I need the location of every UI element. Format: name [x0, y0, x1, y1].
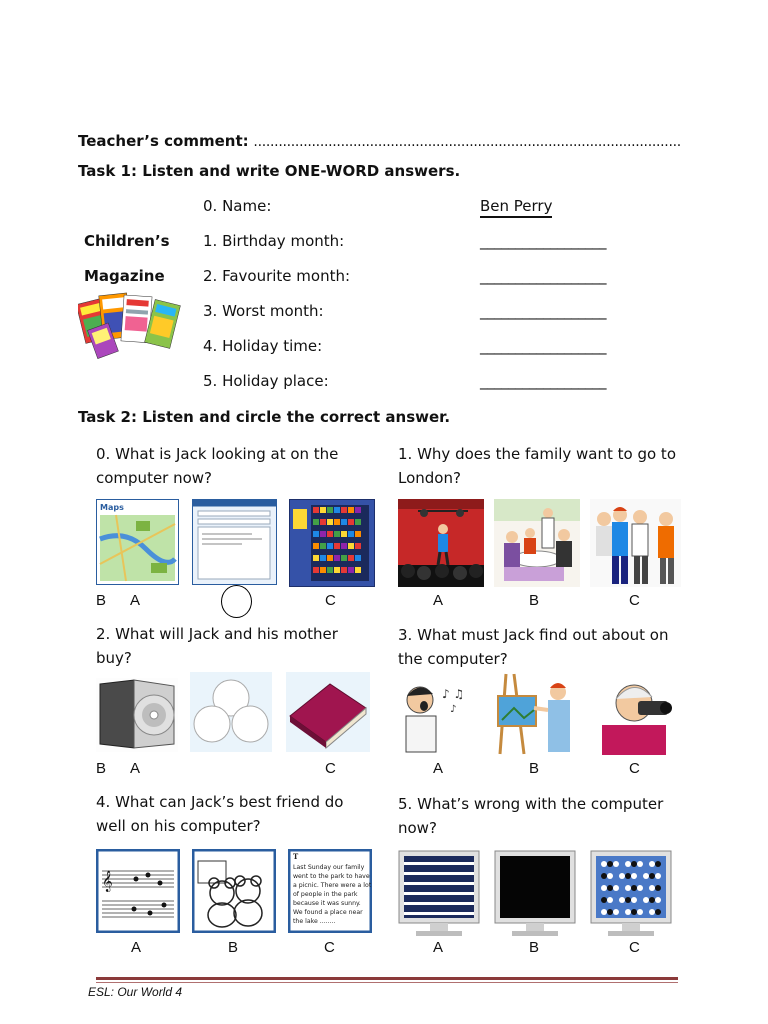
story-line-5: because it was sunny. — [293, 900, 361, 907]
question-1-line2: London? — [398, 469, 461, 487]
task1-label-3: 3. Worst month: — [203, 302, 324, 320]
story-line-3: a picnic. There were a lot — [293, 882, 372, 889]
footer-rule-thin — [96, 982, 678, 983]
question-3 — [398, 623, 668, 671]
q4-label-2: B — [228, 939, 239, 956]
magazines-picture — [78, 290, 182, 362]
q0-label-3: C — [325, 592, 336, 609]
q2-label-1: B — [96, 760, 107, 777]
q5-option-stripes-screen-picture[interactable] — [398, 850, 480, 938]
q4-option-music-picture[interactable] — [96, 849, 180, 933]
map-title: Maps — [100, 503, 124, 512]
task1-answer-2[interactable]: __________________ — [480, 267, 606, 285]
teacher-comment-label: Teacher’s comment: — [78, 132, 249, 150]
question-2-line1: 2. What will Jack and his mother — [96, 625, 338, 643]
q4-option-drawing-picture[interactable] — [192, 849, 276, 933]
q5-label-1: A — [433, 939, 444, 956]
footer-text: ESL: Our World 4 — [88, 985, 183, 999]
q1-option-restaurant-picture[interactable] — [494, 499, 580, 587]
story-line-4: of people in the park — [293, 891, 358, 898]
magazine-title-line1: Children’s — [84, 232, 170, 250]
svg-text:♪ ♫: ♪ ♫ — [442, 687, 465, 701]
question-0-line2: computer now? — [96, 469, 213, 487]
question-5-line1: 5. What’s wrong with the computer — [398, 795, 664, 813]
question-4-line2: well on his computer? — [96, 817, 261, 835]
task2-title: Task 2: Listen and circle the correct answer. — [78, 408, 451, 426]
question-5-line2: now? — [398, 819, 437, 837]
question-4 — [96, 790, 343, 838]
story-line-2: went to the park to have — [293, 873, 370, 880]
q5-option-black-screen-picture[interactable] — [494, 850, 576, 938]
task1-answer-3[interactable]: __________________ — [480, 302, 606, 320]
story-line-6: We found a place near — [293, 909, 363, 916]
teacher-comment-row — [78, 132, 681, 150]
q3-option-camera-picture[interactable] — [594, 673, 674, 755]
q5-option-dots-screen-picture[interactable] — [590, 850, 672, 938]
magazine-title-line2: Magazine — [84, 267, 165, 285]
q1-label-1: A — [433, 592, 444, 609]
task1-answer-1[interactable]: __________________ — [480, 232, 606, 250]
q3-label-1: A — [433, 760, 444, 777]
q0-option-game-picture[interactable] — [289, 499, 375, 587]
q2-option-dvd-picture[interactable] — [96, 678, 178, 752]
question-1 — [398, 442, 676, 490]
task1-answer-0: Ben Perry — [480, 197, 552, 218]
question-3-line2: the computer? — [398, 650, 508, 668]
q1-option-friends-picture[interactable] — [590, 499, 681, 587]
task1-answer-4[interactable]: __________________ — [480, 337, 606, 355]
q2-option-golfballs-picture[interactable] — [190, 672, 272, 752]
q3-option-singing-picture[interactable] — [398, 676, 480, 756]
task1-title: Task 1: Listen and write ONE-WORD answers. — [78, 162, 461, 180]
q3-label-3: C — [629, 760, 640, 777]
question-2-line2: buy? — [96, 649, 132, 667]
q0-label-2: A — [130, 592, 141, 609]
svg-text:T: T — [293, 852, 299, 861]
question-1-line1: 1. Why does the family want to go to — [398, 445, 676, 463]
task1-label-4: 4. Holiday time: — [203, 337, 323, 355]
task1-label-2: 2. Favourite month: — [203, 267, 351, 285]
svg-text:♪: ♪ — [450, 704, 457, 715]
q2-label-2: A — [130, 760, 141, 777]
question-3-line1: 3. What must Jack find out about on — [398, 626, 669, 644]
task1-label-0: 0. Name: — [203, 197, 272, 215]
q3-option-painting-picture[interactable] — [494, 670, 576, 756]
q4-option-story-picture[interactable] — [288, 849, 372, 933]
q1-label-2: B — [529, 592, 540, 609]
q0-label-1: B — [96, 592, 107, 609]
q1-option-concert-picture[interactable] — [398, 499, 484, 587]
svg-text:𝄞: 𝄞 — [102, 871, 113, 892]
question-0-line1: 0. What is Jack looking at on the — [96, 445, 339, 463]
story-line-7: the lake ........ — [293, 918, 336, 925]
story-line-1: Last Sunday our family — [293, 864, 365, 871]
task1-answer-5[interactable]: __________________ — [480, 372, 606, 390]
question-2 — [96, 622, 338, 670]
task1-label-5: 5. Holiday place: — [203, 372, 329, 390]
q3-label-2: B — [529, 760, 540, 777]
q1-label-3: C — [629, 592, 640, 609]
q2-label-3: C — [325, 760, 336, 777]
q4-label-3: C — [324, 939, 335, 956]
footer-rule — [96, 977, 678, 980]
q0-option-map-picture[interactable] — [96, 499, 179, 585]
q2-option-book-picture[interactable] — [286, 672, 370, 752]
q5-label-2: B — [529, 939, 540, 956]
q0-option-email-picture[interactable] — [192, 499, 277, 585]
task1-label-1: 1. Birthday month: — [203, 232, 345, 250]
question-5 — [398, 792, 663, 840]
q5-label-3: C — [629, 939, 640, 956]
answer-circle[interactable] — [221, 585, 252, 618]
q4-label-1: A — [131, 939, 142, 956]
question-4-line1: 4. What can Jack’s best friend do — [96, 793, 344, 811]
question-0 — [96, 442, 338, 490]
teacher-comment-dots: ....................................................................................................... — [253, 134, 681, 150]
